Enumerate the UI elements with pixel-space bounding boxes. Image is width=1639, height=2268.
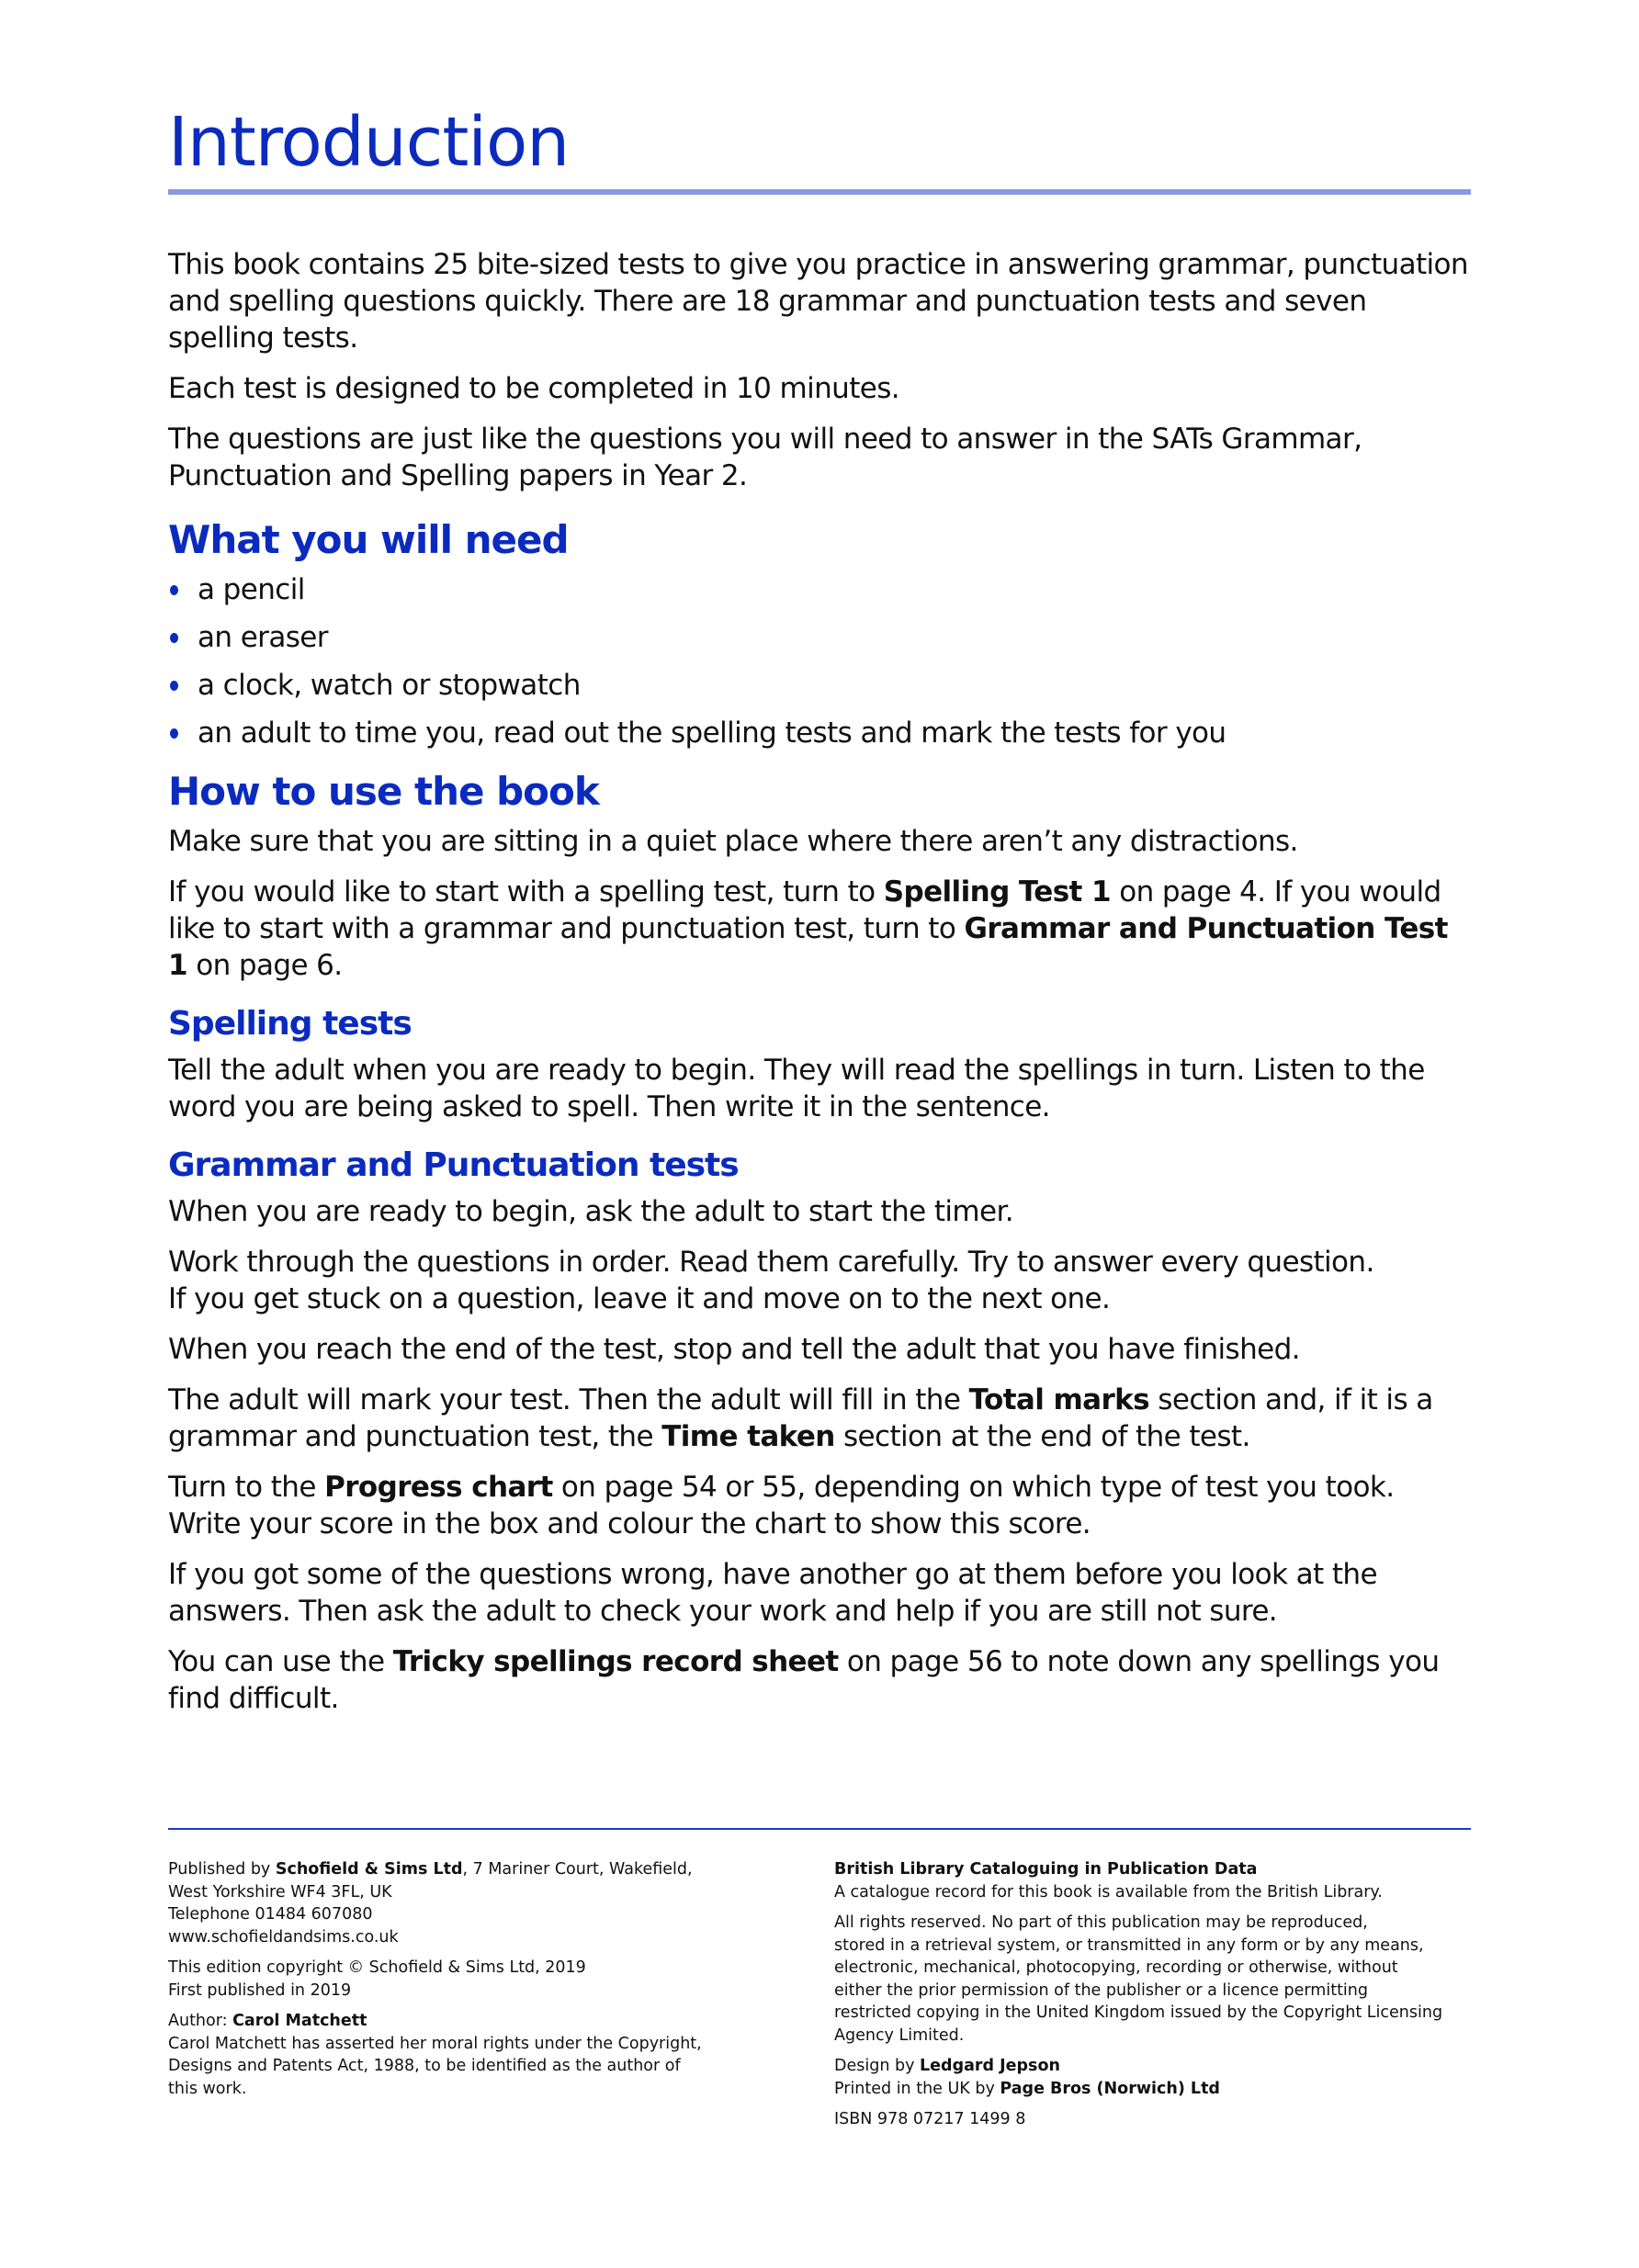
printer: Printed in the UK by Page Bros (Norwich) Ltd: [834, 2079, 1220, 2098]
bullet-icon: [170, 681, 178, 691]
list-item: a clock, watch or stopwatch: [168, 667, 1471, 704]
cip-heading: British Library Cataloguing in Publication Data: [834, 1860, 1258, 1879]
list-item: a pencil: [168, 571, 1471, 608]
grammar-paragraph-2: Work through the questions in order. Read them carefully. Try to answer every question. If you get stuck on a question, leave it and move on to the next one.: [168, 1246, 1374, 1315]
how-to-paragraph-1: Make sure that you are sitting in a quiet place where there aren’t any distractions.: [168, 825, 1298, 858]
intro-paragraph-1: This book contains 25 bite-sized tests to give you practice in answering grammar, punctuation and spelling questions quickly. There are 18 grammar and punctuation tests and seven spelling tests.: [168, 248, 1468, 355]
grammar-paragraph-6: If you got some of the questions wrong, have another go at them before you look at the answers. Then ask the adult to check your work and help if you are still not sure.: [168, 1558, 1377, 1628]
grammar-paragraph-1: When you are ready to begin, ask the adult to start the timer.: [168, 1195, 1014, 1228]
main-content: [168, 246, 1471, 1731]
publisher-name: Schofield & Sims Ltd: [275, 1860, 463, 1879]
bullet-icon: [170, 728, 178, 739]
intro-paragraph-2: Each test is designed to be completed in 10 minutes.: [168, 372, 900, 405]
what-you-need-heading: What you will need: [168, 517, 569, 562]
spelling-test-1-ref: Spelling Test 1: [883, 875, 1111, 908]
list-item: an adult to time you, read out the spelling tests and mark the tests for you: [168, 715, 1471, 751]
title-rule: [168, 189, 1471, 195]
footer-rule: [168, 1828, 1471, 1830]
grammar-tests-heading: Grammar and Punctuation tests: [168, 1146, 739, 1184]
author: Author: Carol Matchett: [168, 2012, 367, 2030]
bullet-icon: [170, 633, 178, 643]
intro-paragraph-3: The questions are just like the questions you will need to answer in the SATs Grammar, Punctuation and Spelling papers in Year 2.: [168, 423, 1362, 492]
website-link: www.schofieldandsims.co.uk: [168, 1927, 399, 1946]
telephone: Telephone 01484 607080: [168, 1905, 373, 1924]
cataloguing-info: British Library Cataloguing in Publication Data A catalogue record for this book is available from the British Library. All rights reserved. No part of this publication may be reproduced, stored in a retrieval system, or transmitted in any form or by any means, electronic, mechanical, photocopying, recording or otherwise, without either the prior permission of the publisher or a licence permitting restricted copying in the United Kingdom issued by the Copyright Licensing Agency Limited. Design by Ledgard Jepson Printed in the UK by Page Bros (Norwich) Ltd ISBN 978 07217 1499 8: [834, 1858, 1471, 2139]
grammar-paragraph-5: Turn to the Progress chart on page 54 or 55, depending on which type of test you took. Write your score in the box and colour the chart to show this score.: [168, 1471, 1395, 1540]
grammar-paragraph-4: The adult will mark your test. Then the adult will fill in the Total marks section and, if it is a grammar and punctuation test, the Time taken section at the end of the test.: [168, 1383, 1433, 1453]
list-item: an eraser: [168, 619, 1471, 656]
how-to-paragraph-2: If you would like to start with a spelling test, turn to Spelling Test 1 on page 4. If you would like to start with a grammar and punctuation test, turn to Grammar and Punctuation Test 1 on page 6.: [168, 875, 1448, 982]
grammar-paragraph-7: You can use the Tricky spellings record sheet on page 56 to note down any spellings you find difficult.: [168, 1645, 1440, 1715]
how-to-use-heading: How to use the book: [168, 769, 599, 814]
designer: Design by Ledgard Jepson: [834, 2057, 1060, 2075]
isbn: ISBN 978 07217 1499 8: [834, 2110, 1026, 2128]
grammar-test-1-ref: Grammar and Punctuation Test 1: [168, 912, 1448, 982]
copyright: This edition copyright © Schofield & Sims Ltd, 2019: [168, 1958, 586, 1977]
page-title: Introduction: [168, 103, 570, 182]
bullet-icon: [170, 585, 178, 595]
publisher-info: Published by Schofield & Sims Ltd, 7 Mariner Court, Wakefield, West Yorkshire WF4 3FL, UK Telephone 01484 607080 www.schofieldandsims.co.uk This edition copyright © Schofield & Sims Ltd, 2019 First published in 2019 Author: Carol Matchett Carol Matchett has asserted her moral rights under the Copyright, Designs and Patents Act, 1988, to be identified as the author of this work.: [168, 1858, 834, 2139]
imprint-footer: [168, 1858, 1471, 2139]
rights-reserved: All rights reserved. No part of this publication may be reproduced, stored in a retrieval system, or transmitted in any form or by any means, electronic, mechanical, photocopying, recording or otherwise, without either the prior permission of the publisher or a licence permitting restricted copying in the United Kingdom issued by the Copyright Licensing Agency Limited.: [834, 1913, 1443, 2045]
grammar-paragraph-3: When you reach the end of the test, stop and tell the adult that you have finished.: [168, 1333, 1300, 1366]
needs-list: [168, 571, 1471, 751]
spelling-tests-heading: Spelling tests: [168, 1005, 412, 1043]
spelling-paragraph: Tell the adult when you are ready to begin. They will read the spellings in turn. Listen to the word you are being asked to spell. Then write it in the sentence.: [168, 1054, 1425, 1123]
